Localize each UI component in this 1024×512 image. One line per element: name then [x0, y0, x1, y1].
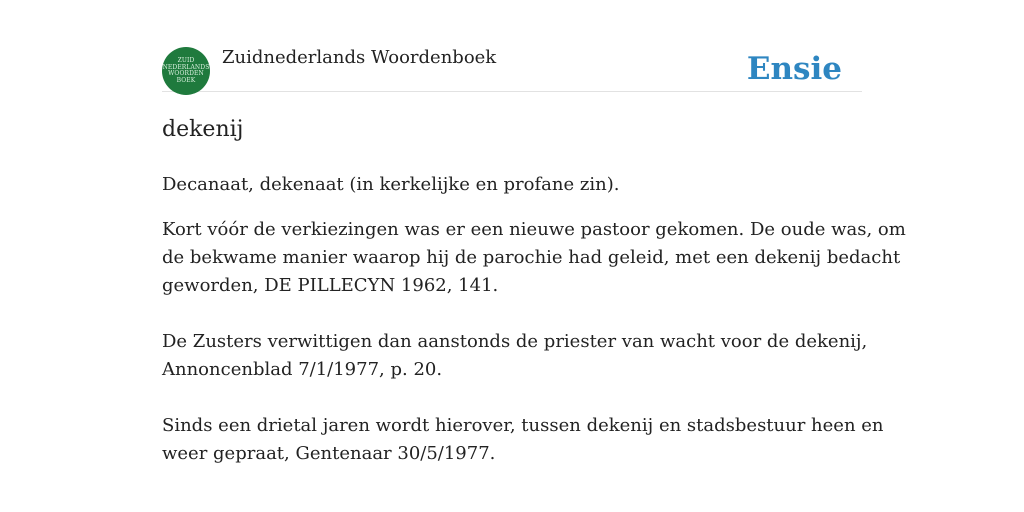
quotation	[162, 412, 884, 468]
dictionary-name-link[interactable]: Zuidnederlands Woordenboek	[222, 47, 497, 68]
definition: Decanaat, dekenaat (in kerkelijke en profane zin).	[162, 174, 620, 195]
logo-text-line-4: BOEK	[176, 76, 196, 84]
logo-text-line-2: NEDERLANDS	[162, 63, 210, 71]
entry-header	[162, 44, 862, 92]
quotation-line: Annoncenblad 7/1/1977, p. 20.	[162, 359, 443, 380]
logo-text-line-1: ZUID	[177, 57, 195, 64]
quotation-line: Sinds een drietal jaren wordt hierover, tussen dekenij en stadsbestuur heen en	[162, 415, 884, 436]
ensie-brand-link[interactable]: Ensie	[746, 51, 842, 87]
logo-text-line-3: WOORDEN	[168, 70, 204, 77]
quotation-line: de bekwame manier waarop hij de parochie had geleid, met een dekenij bedacht	[162, 247, 901, 268]
quotation-line: Kort vóór de verkiezingen was er een nieuwe pastoor gekomen. De oude was, om	[162, 219, 906, 240]
dictionary-logo-icon[interactable]	[162, 47, 210, 95]
quotation	[162, 328, 868, 384]
quotation-line: De Zusters verwittigen dan aanstonds de priester van wacht voor de dekenij,	[162, 331, 868, 352]
quotations	[162, 216, 906, 496]
quotation-line: geworden, DE PILLECYN 1962, 141.	[162, 275, 499, 296]
quotation	[162, 216, 906, 300]
headword: dekenij	[162, 117, 244, 142]
quotation-line: weer gepraat, Gentenaar 30/5/1977.	[162, 443, 496, 464]
entry-card	[162, 44, 906, 464]
